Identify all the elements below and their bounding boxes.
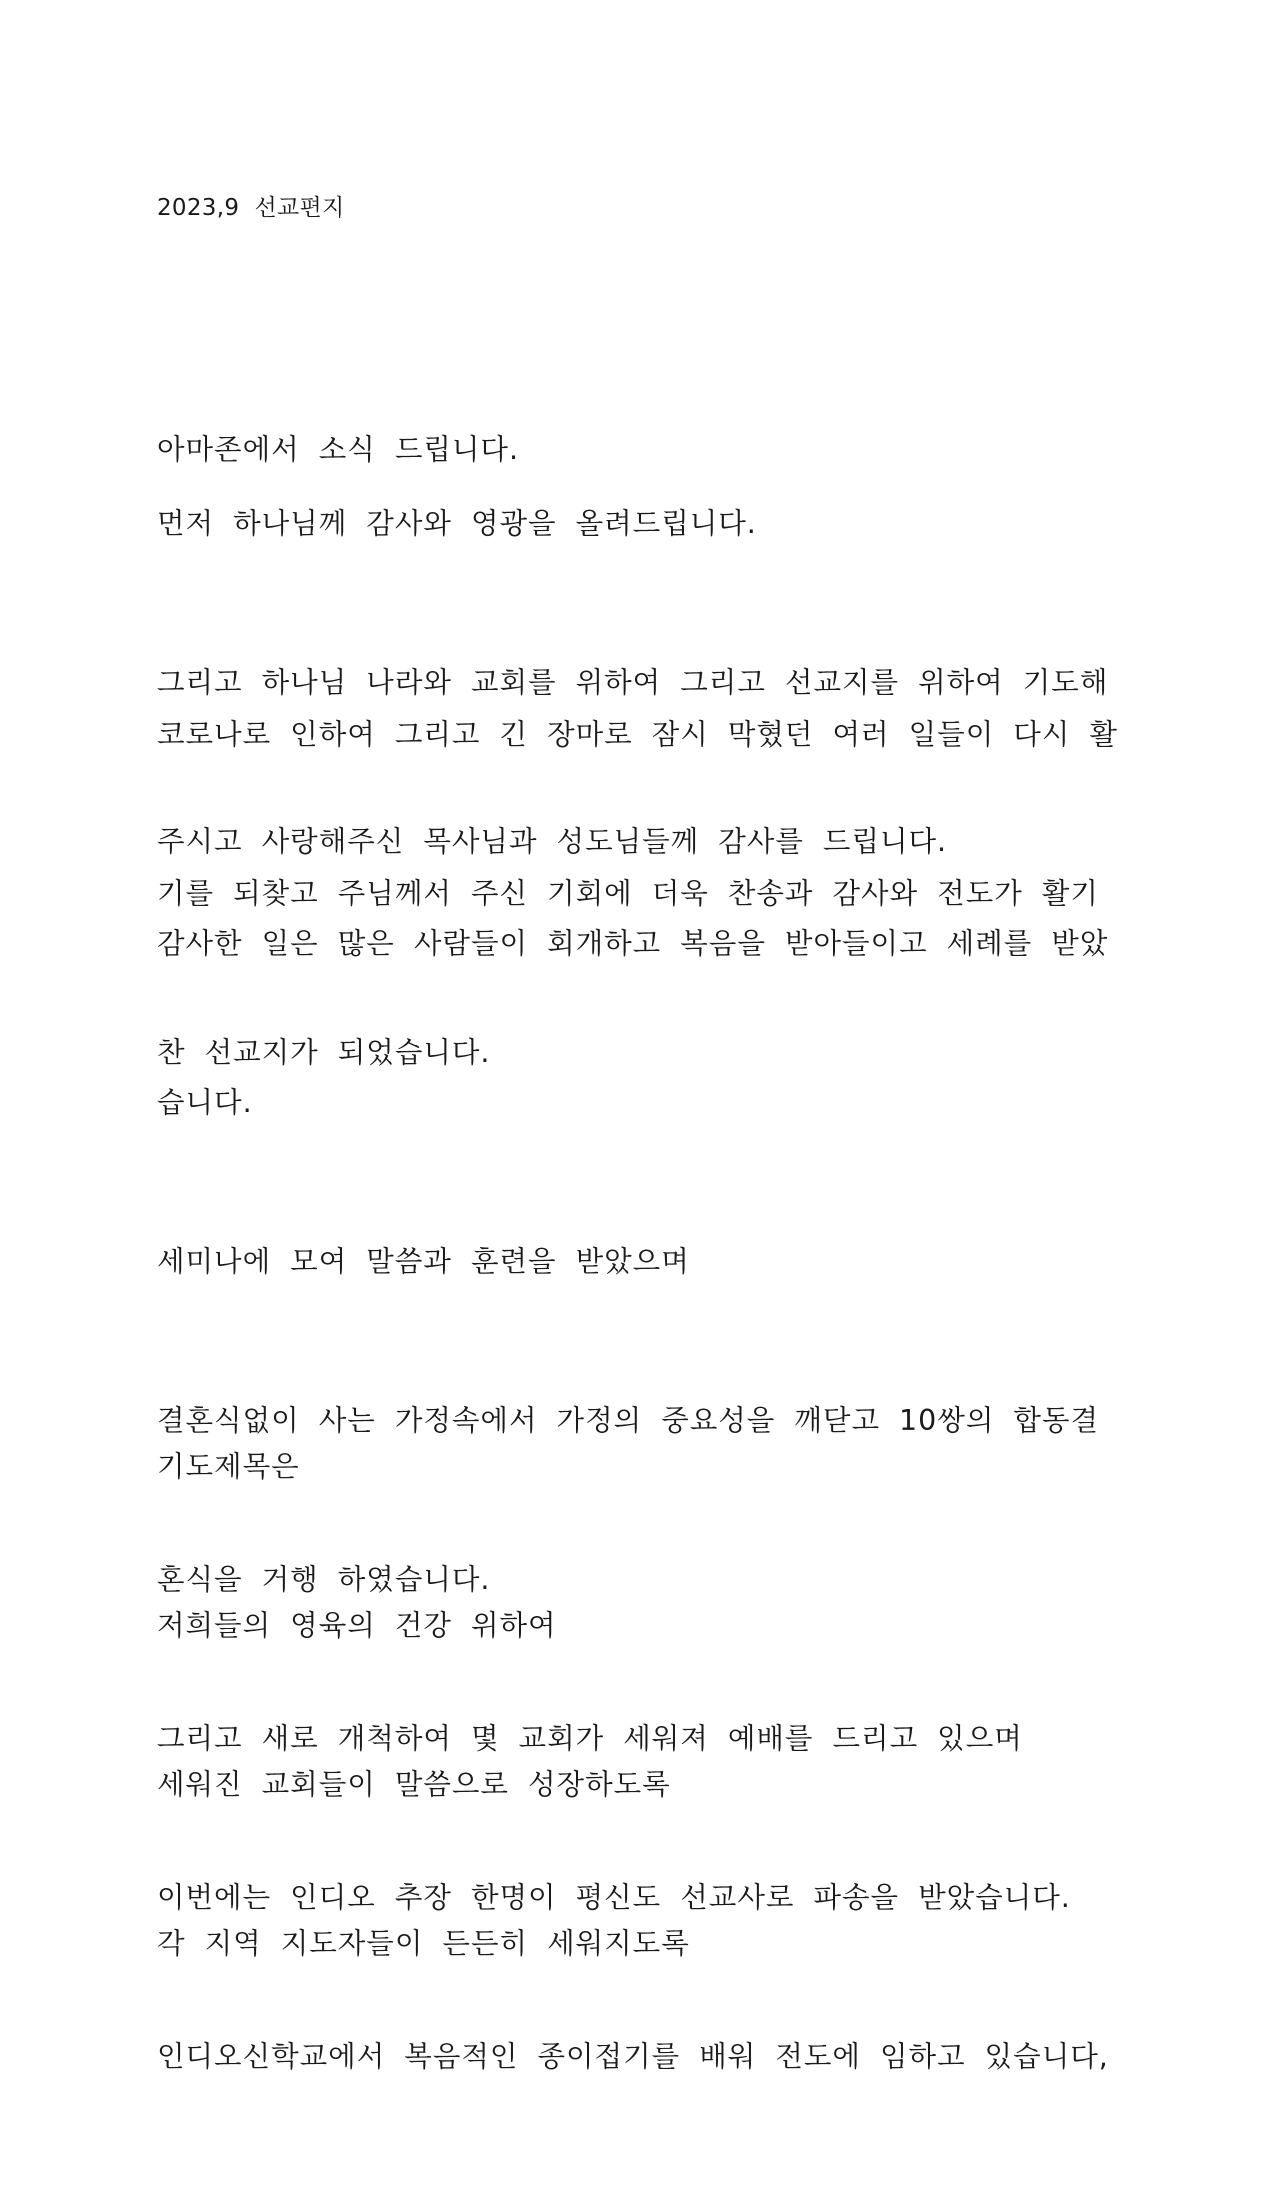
letter-date-heading: 2023,9 선교편지 <box>157 195 345 221</box>
text-line: 먼저 하나님께 감사와 영광을 올려드립니다. <box>157 507 757 540</box>
text-line: 주시고 사랑해주신 목사님과 성도님들께 감사를 드립니다. <box>157 825 948 858</box>
prayer-requests <box>157 1334 1129 2076</box>
text-line: 감사한 일은 많은 사람들이 회개하고 복음을 받아들이고 세례를 받았 <box>157 927 1109 960</box>
text-line: 기를 되찾고 주님께서 주신 기회에 더욱 찬송과 감사와 전도가 활기 <box>157 877 1099 910</box>
text-line: 습니다. <box>157 1086 253 1119</box>
text-line: 코로나로 인하여 그리고 긴 장마로 잠시 막혔던 여러 일들이 다시 활 <box>157 718 1118 751</box>
prayer-title: 기도제목은 <box>157 1450 300 1483</box>
prayer-item: 세워진 교회들이 말씀으로 성장하도록 <box>157 1768 671 1801</box>
text-line: 그리고 하나님 나라와 교회를 위하여 그리고 선교지를 위하여 기도해 <box>157 666 1109 699</box>
text-line: 세미나에 모여 말씀과 훈련을 받았으며 <box>157 1245 690 1278</box>
prayer-item: 저희들의 영육의 건강 위하여 <box>157 1609 557 1642</box>
text-line: 이번에는 인디오 추장 한명이 평신도 선교사로 파송을 받았습니다. <box>157 1881 1071 1914</box>
text-line: 인디오신학교에서 복음적인 종이접기를 배워 전도에 임하고 있습니다, <box>157 2040 1109 2073</box>
greeting-line: 아마존에서 소식 드립니다. <box>157 433 520 466</box>
text-line: 혼식을 거행 하였습니다. <box>157 1563 491 1596</box>
text-line: 찬 선교지가 되었습니다. <box>157 1036 491 1069</box>
text-line: 결혼식없이 사는 가정속에서 가정의 중요성을 깨닫고 10쌍의 합동결 <box>157 1404 1100 1437</box>
text-line: 그리고 새로 개척하여 몇 교회가 세워져 예배를 드리고 있으며 <box>157 1722 1023 1755</box>
prayer-item: 각 지역 지도자들이 든든히 세워지도록 <box>157 1927 690 1960</box>
